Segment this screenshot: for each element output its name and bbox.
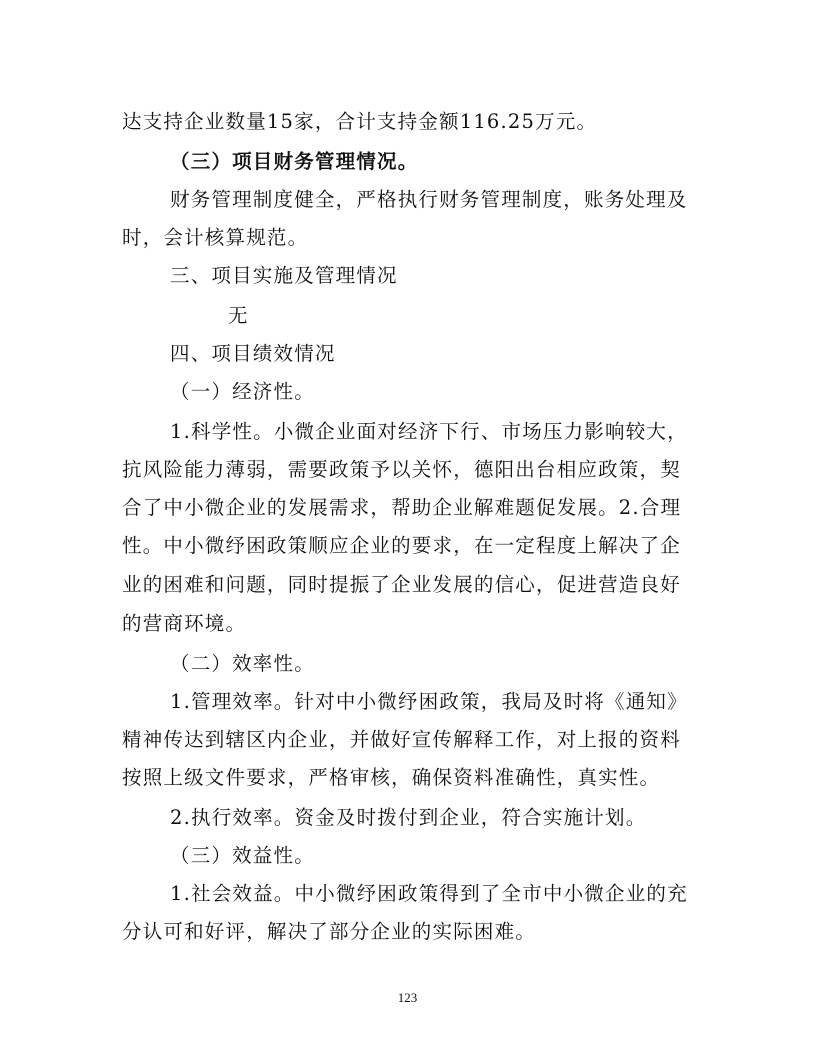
paragraph-line: 性。中小微纾困政策顺应企业的要求，在一定程度上解决了企 <box>122 534 681 557</box>
paragraph-line: 按照上级文件要求，严格审核，确保资料准确性，真实性。 <box>122 766 661 789</box>
paragraph-line: 无 <box>228 304 249 327</box>
paragraph-line: 2.执行效率。资金及时拨付到企业，符合实施计划。 <box>170 806 647 829</box>
paragraph-line: 1.科学性。小微企业面对经济下行、市场压力影响较大， <box>170 420 688 443</box>
page-number: 123 <box>397 990 418 1005</box>
paragraph-line: 精神传达到辖区内企业，并做好宣传解释工作，对上报的资料 <box>122 728 681 751</box>
paragraph-line: 合了中小微企业的发展需求，帮助企业解难题促发展。2.合理 <box>122 496 682 519</box>
section-heading: 四、项目绩效情况 <box>170 342 336 365</box>
subsection-heading: （二）效率性。 <box>170 652 315 675</box>
subsection-heading: （三）效益性。 <box>170 844 315 867</box>
paragraph-line: 业的困难和问题，同时提振了企业发展的信心，促进营造良好 <box>122 573 681 596</box>
paragraph-line: 抗风险能力薄弱，需要政策予以关怀，德阳出台相应政策，契 <box>122 458 681 481</box>
section-heading: 三、项目实施及管理情况 <box>170 264 398 287</box>
paragraph-line: 财务管理制度健全，严格执行财务管理制度，账务处理及 <box>170 188 688 211</box>
paragraph-line: 达支持企业数量15家，合计支持金额116.25万元。 <box>122 110 598 133</box>
section-heading: （三）项目财务管理情况。 <box>170 150 419 173</box>
paragraph-line: 1.管理效率。针对中小微纾困政策，我局及时将《通知》 <box>170 690 688 713</box>
paragraph-line: 时，会计核算规范。 <box>122 226 309 249</box>
paragraph-line: 的营商环境。 <box>122 612 247 635</box>
paragraph-line: 1.社会效益。中小微纾困政策得到了全市中小微企业的充 <box>170 882 688 905</box>
paragraph-line: 分认可和好评，解决了部分企业的实际困难。 <box>122 920 537 943</box>
subsection-heading: （一）经济性。 <box>170 380 315 403</box>
